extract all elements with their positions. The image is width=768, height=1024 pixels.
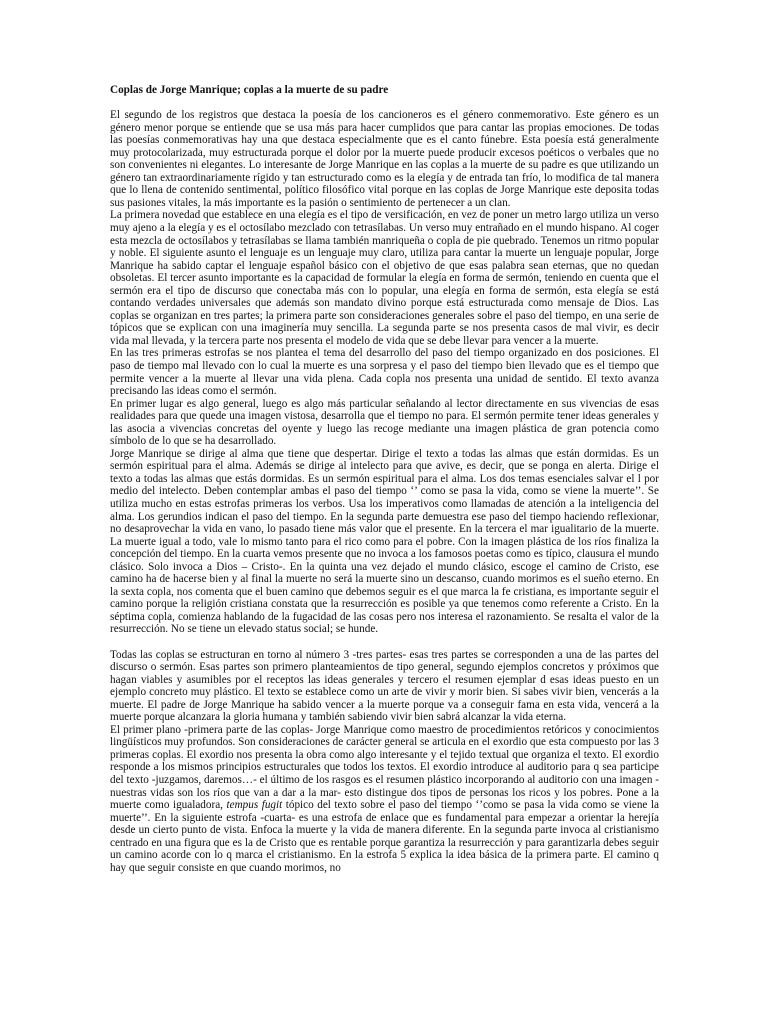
document-page — [110, 84, 659, 874]
paragraph-6: Todas las coplas se estructuran en torno al número 3 -tres partes- esas tres partes se corresponden a una de las partes del discurso o sermón. Esas partes son primero planteamientos de tipo general, segundo ejemplos concretos y próximos que hagan viables y asumibles por el receptos las ideas generales y tercero el resumen ejemplar d esas ideas puesto en un ejemplo concreto muy plástico. El texto se establece como un arte de vivir y morir bien. Si sabes vivir bien, vencerás a la muerte. El padre de Jorge Manrique ha sabido vencer a la muerte porque va a conseguir fama en esta vida, vencerá a la muerte porque alcanzara la gloria humana y también sabiendo vivir bien sabrá alcanzar la vida eterna. — [110, 648, 659, 724]
document-title: Coplas de Jorge Manrique; coplas a la muerte de su padre — [110, 84, 389, 96]
paragraph-2: La primera novedad que establece en una elegía es el tipo de versificación, en vez de poner un metro largo utiliza un verso muy ajeno a la elegía y es el octosílabo mezclado con tetrasílabas. Un verso muy entrañado en el mundo hispano. Al coger esta mezcla de octosílabos y tetrasílabas se llama también manriqueña o copla de pie quebrado. Tenemos un ritmo popular y noble. El siguiente asunto el lenguaje es un lenguaje muy claro, utiliza para cantar la muerte un lenguaje popular, Jorge Manrique ha sabido captar el lenguaje español básico con el objetivo de que esas palabra sean eternas, que no quedan obsoletas. El tercer asunto importante es la capacidad de formular la elegía en forma de sermón, teniendo en cuenta que el sermón era el tipo de discurso que conectaba más con lo popular, una elegía en forma de sermón, esta elegía se está contando verdades universales que además son mandato divino porque está estructurada como mensaje de Dios. Las coplas se organizan en tres partes; la primera parte son consideraciones generales sobre el paso del tiempo, en una serie de tópicos que se explican con una imaginería muy sencilla. La segunda parte se nos presenta casos de mal vivir, es decir vida mal llevada, y la tercera parte nos presenta el modelo de vida que se debe llevar para vencer a la muerte. — [110, 209, 659, 347]
paragraph-7-after: tópico del texto sobre el paso del tiempo ‘’como se pasa la vida como se viene la muerte’’. En la siguiente estrofa -cuarta- es una estrofa de enlace que es fundamental para empezar a orientar la herejía desde un cierto punto de vista. Enfoca la muerte y la vida de manera diferente. En la segunda parte invoca al cristianismo centrado en una figura que es la de Cristo que es rentable porque garantiza la resurrección y para garantizarla debes seguir un camino acorde con lo q marca el cristianismo. En la estrofa 5 explica la idea básica de la primera parte. El camino q hay que seguir consiste en que cuando morimos, no — [110, 799, 659, 874]
paragraph-4: En primer lugar es algo general, luego es algo más particular señalando al lector directamente en sus vivencias de esas realidades para que quede una imagen vistosa, desarrolla que el tiempo no para. El sermón permite tener ideas generales y las asocia a vivencias concretas del oyente y luego las recoge mediante una imagen plástica de gran potencia como símbolo de lo que se ha desarrollado. — [110, 397, 659, 448]
paragraph-7 — [110, 724, 659, 875]
paragraph-7-before: El primer plano -primera parte de las coplas- Jorge Manrique como maestro de procedimientos retóricos y conocimientos lingüísticos muy profundos. Son consideraciones de carácter general se articula en el exordio que esta compuesto por las 3 primeras coplas. El exordio nos presenta la obra como algo interesante y el tejido textual que organiza el texto. El exordio responde a los mismos principios estructurales que todos los textos. El exordio introduce al auditorio para q sea participe del texto -juzgamos, daremos…- el último de los rasgos es el resumen plástico incorporando al auditorio con una imagen -nuestras vidas son los ríos que van a dar a la mar- esto distingue dos tipos de personas los ricos y los pobres. Pone a la muerte como igualadora, — [110, 723, 659, 812]
paragraph-7-italic-phrase: tempus fugit — [226, 799, 283, 812]
paragraph-5: Jorge Manrique se dirige al alma que tiene que despertar. Dirige el texto a todas las almas que están dormidas. Es un sermón espiritual para el alma. Además se dirige al intelecto para que avive, es decir, que se ponga en alerta. Dirige el texto a todas las almas que estás dormidas. Es un sermón espiritual para el alma. Los dos temas esenciales salvar el l por medio del intelecto. Deben contemplar ambas el paso del tiempo ‘’ como se pasa la vida, como se viene la muerte’’. Se utiliza mucho en estas estrofas primeras los verbos. Usa los imperativos como llamadas de atención a la inteligencia del alma. Los gerundios indican el paso del tiempo. En la segunda parte demuestra ese paso del tiempo haciendo reflexionar, no desaprovechar la vida en vano, lo pasado tiene más valor que el presente. En la tercera el mar igualitario de la muerte. La muerte igual a todo, vale lo mismo tanto para el rico como para el pobre. Con la imagen plástica de los ríos finaliza la concepción del tiempo. En la cuarta vemos presente que no invoca a los famosos poetas como es típico, clausura el mundo clásico. Solo invoca a Dios – Cristo-. En la quinta una vez dejado el mundo clásico, escoge el camino de Cristo, ese camino ha de hacerse bien y al final la muerte no será la muerte sino un descanso, cuando morimos es el sueño eterno. En la sexta copla, nos comenta que el buen camino que debemos seguir es el que marca la fe cristiana, es importante seguir el camino porque la religión cristiana constata que la resurrección es posible ya que tenemos como referente a Cristo. En la séptima copla, comienza hablando de la fugacidad de las cosas pero nos interesa el razonamiento. Se resalta el valor de la resurrección. No se tiene un elevado status social; se hunde. — [110, 447, 659, 636]
paragraph-3: En las tres primeras estrofas se nos plantea el tema del desarrollo del paso del tiempo organizado en dos posiciones. El paso de tiempo mal llevado con lo cual la muerte es una sorpresa y el paso del tiempo bien llevado que es el tiempo que permite vencer a la muerte al llevar una vida plena. Cada copla nos presenta una unidad de sentido. El texto avanza precisando las ideas como el sermón. — [110, 347, 659, 398]
paragraph-1: El segundo de los registros que destaca la poesía de los cancioneros es el género conmemorativo. Este género es un género menor porque se entiende que se usa más para hacer cumplidos que para cantar las propias emociones. De todas las poesías conmemorativas hay una que destaca especialmente que es el canto fúnebre. Esta poesía está generalmente muy protocolarizada, muy estructurada porque el dolor por la muerte puede producir excesos poéticos o verbales que no son convenientes ni elegantes. Lo interesante de Jorge Manrique en las coplas a la muerte de su padre es que utilizando un género tan extraordinariamente rígido y tan estructurado como es la elegía y de entrada tan frío, lo modifica de tal manera que lo llena de contenido sentimental, político filosófico vital porque en las coplas de Jorge Manrique este deposita todas sus pasiones vitales, la más importante es la pasión o sentimiento de pertenecer a un clan. — [110, 109, 659, 209]
